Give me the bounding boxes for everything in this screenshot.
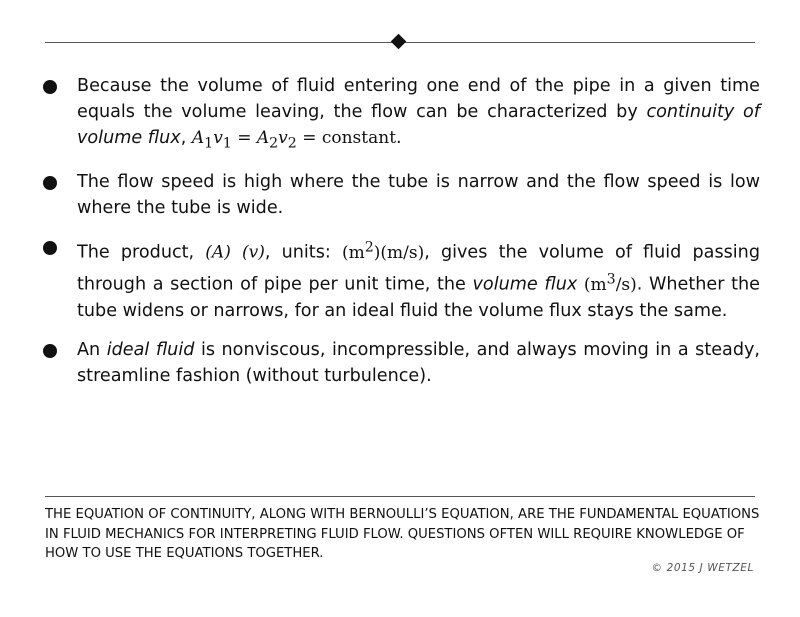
continuity-equation <box>191 128 397 152</box>
units-area-velocity <box>341 239 425 264</box>
bullet-dot-icon <box>43 176 57 190</box>
diamond-ornament-icon <box>391 34 407 50</box>
eq-subscript: 1 <box>222 135 232 152</box>
bullet-dot-icon <box>43 241 57 255</box>
bullet-text: Because the volume of fluid entering one end of the pipe in a given time equals the volume leaving, the flow can be characterized by <box>77 76 760 122</box>
eq-constant: = constant <box>296 128 397 148</box>
bullet-text: , units: <box>264 243 342 264</box>
unit-exponent: 2 <box>364 239 374 256</box>
bullet-volume-flux <box>40 234 760 323</box>
bullet-text: The flow speed is high where the tube is narrow and the flow speed is low where the tube is wide. <box>77 172 760 219</box>
bullet-ideal-fluid <box>40 337 760 389</box>
velocity-symbol <box>242 243 265 263</box>
emphasis-continuity-of-volume-flux: continuity of volume flux <box>77 102 760 148</box>
footer-line: THE EQUATION OF CONTINUITY, ALONG WITH BERNOULLI’S EQUATION, ARE THE FUNDAMENTAL EQUATIONS <box>45 507 760 522</box>
bullet-text: . <box>396 128 402 148</box>
eq-symbol: A <box>256 128 270 148</box>
unit-text: /s) <box>615 274 637 295</box>
eq-subscript: 2 <box>287 135 297 152</box>
footer-note <box>45 505 760 564</box>
bullet-text: , gives the volume of fluid passing through a section of pipe per unit time, the <box>77 243 760 295</box>
bullet-text <box>231 243 242 263</box>
bullet-text <box>577 275 584 295</box>
unit-exponent: 3 <box>606 271 616 288</box>
bullet-text: , <box>180 128 192 148</box>
bullet-list <box>40 73 760 402</box>
unit-text: (m <box>341 243 365 264</box>
emphasis-volume-flux: volume flux <box>472 274 578 295</box>
bullet-text: is nonviscous, incompressible, and always moving in a steady, streamline fashion (without turbulence). <box>77 339 761 386</box>
footer-line: HOW TO USE THE EQUATIONS TOGETHER. <box>45 546 324 561</box>
eq-symbol: (A) <box>205 243 231 264</box>
eq-subscript: 1 <box>204 135 214 152</box>
bullet-text: . Whether the tube widens or narrows, for an ideal fluid the volume flux stays the same. <box>77 274 760 321</box>
bullet-text: The product, <box>77 243 206 264</box>
bullet-text: An <box>77 339 107 360</box>
eq-symbol: A <box>191 128 205 148</box>
copyright-notice: © 2015 J WETZEL <box>651 562 754 574</box>
eq-operator: = <box>231 128 257 148</box>
footer-line: IN FLUID MECHANICS FOR INTERPRETING FLUID FLOW. QUESTIONS OFTEN WILL REQUIRE KNOWLEDGE OF <box>45 526 745 542</box>
emphasis-ideal-fluid: ideal fluid <box>106 339 195 360</box>
unit-text: )(m/s) <box>373 243 425 264</box>
bullet-dot-icon <box>43 80 57 94</box>
bullet-flow-speed <box>40 169 760 221</box>
eq-symbol: (v) <box>242 243 265 264</box>
eq-symbol: v <box>278 128 288 148</box>
eq-symbol: v <box>213 128 223 148</box>
eq-subscript: 2 <box>269 135 279 152</box>
bottom-divider <box>45 496 755 497</box>
units-volume-flux <box>583 271 637 295</box>
bullet-dot-icon <box>43 344 57 358</box>
unit-text: (m <box>583 274 607 295</box>
area-symbol <box>205 243 231 263</box>
bullet-continuity <box>40 73 760 156</box>
